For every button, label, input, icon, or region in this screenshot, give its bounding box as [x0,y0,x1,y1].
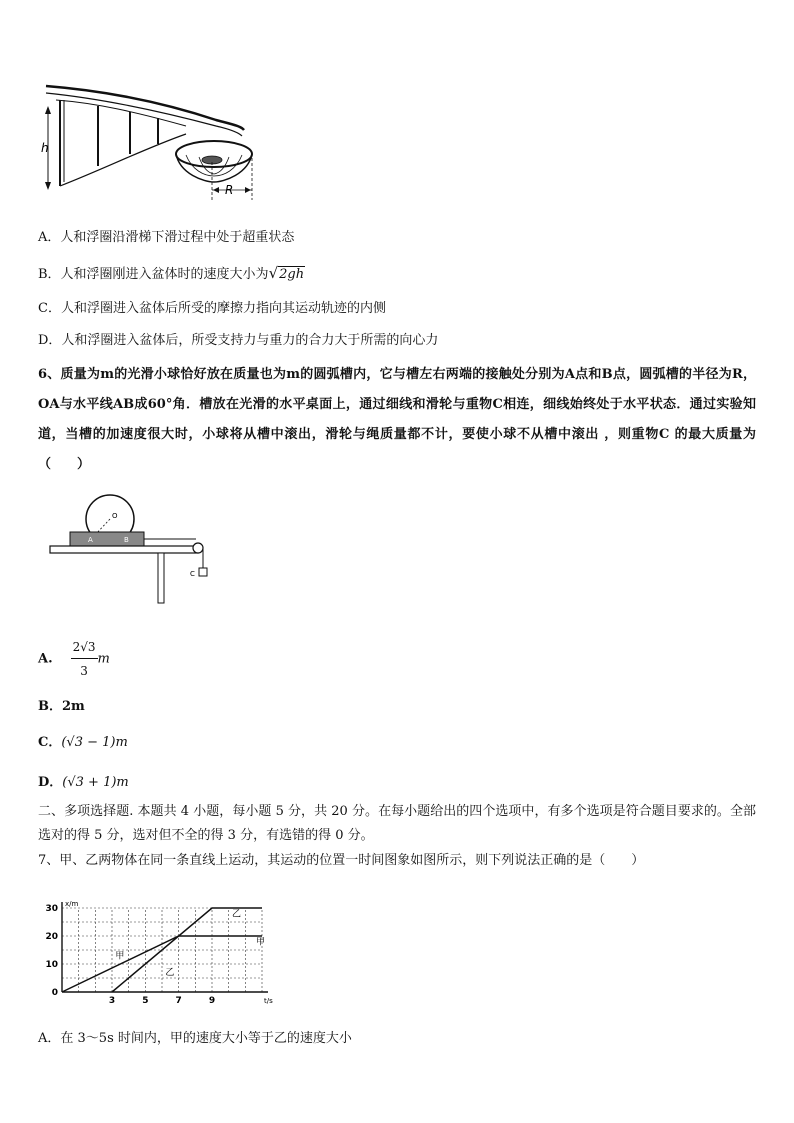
q5-option-c: C．人和浮圈进入盆体后所受的摩擦力指向其运动轨迹的内侧 [38,301,386,316]
q5-option-a: A．人和浮圈沿滑梯下滑过程中处于超重状态 [38,230,295,245]
y-axis-label: x/m [65,900,79,908]
question-6-text: 6、质量为m的光滑小球恰好放在质量也为m的圆弧槽内，它与槽左右两端的接触处分别为A点和B点，圆弧槽的半径为R，OA与水平线AB成60°角．槽放在光滑的水平桌面上，通过细线和滑轮与重物C相连，细线始终处于水平状态．通过实验知道，当槽的加速度很大时，小球将从槽中滚出，滑轮与绳质量都不计，要使小球不从槽中滚出 ，则重物C 的最大质量为（ ） [38,367,756,472]
series-label-1: 甲 [115,951,125,962]
label-o: O [112,512,118,520]
fraction: $\frac{2√3}{3}$ [71,637,98,681]
r-label: R [225,183,234,197]
h-label: h [41,141,49,155]
q6-option-d: D．(√3 + 1)m [38,775,129,790]
q6-option-c: C．(√3 − 1)m [38,735,128,750]
x-tick-label: 3 [108,996,116,1006]
label-a: A [88,536,93,544]
q6-option-a: A. $\frac{2√3}{3}$ m [38,637,110,681]
slide-figure [36,78,266,208]
series-label-2-end: 乙 [232,909,242,920]
q6-option-b: B．2m [38,699,85,714]
groove-figure [46,492,226,607]
question-7-text: 7、甲、乙两物体在同一条直线上运动，其运动的位置一时间图象如图所示，则下列说法正确的是（ ） [38,853,645,868]
series-label-1-end: 甲 [256,937,266,948]
y-tick-label: 30 [45,904,58,914]
sqrt-2gh: 2gh [279,267,305,282]
y-tick-label: 10 [45,960,58,970]
x-tick-label: 9 [208,996,216,1006]
x-tick-label: 7 [175,996,182,1006]
x-axis-label: t/s [264,997,273,1005]
x-tick-label: 5 [142,996,149,1006]
label-c: C [190,570,195,578]
q5-option-d: D．人和浮圈进入盆体后，所受支持力与重力的合力大于所需的向心力 [38,333,439,348]
q7-option-a: A．在 3～5s 时间内，甲的速度大小等于乙的速度大小 [38,1031,352,1046]
position-time-chart [38,896,273,1016]
y-tick-label: 0 [51,988,58,998]
series-label-2: 乙 [165,968,175,979]
q5-option-b: B．人和浮圈刚进入盆体时的速度大小为√2gh [38,264,305,282]
y-tick-label: 20 [45,932,58,942]
label-b: B [124,536,129,544]
section-2-header: 二、多项选择题. 本题共 4 小题，每小题 5 分，共 20 分。在每小题给出的四个选项中，有多个选项是符合题目要求的。全部选对的得 5 分，选对但不全的得 3 分，有选错的得 0 分。 [38,804,756,843]
